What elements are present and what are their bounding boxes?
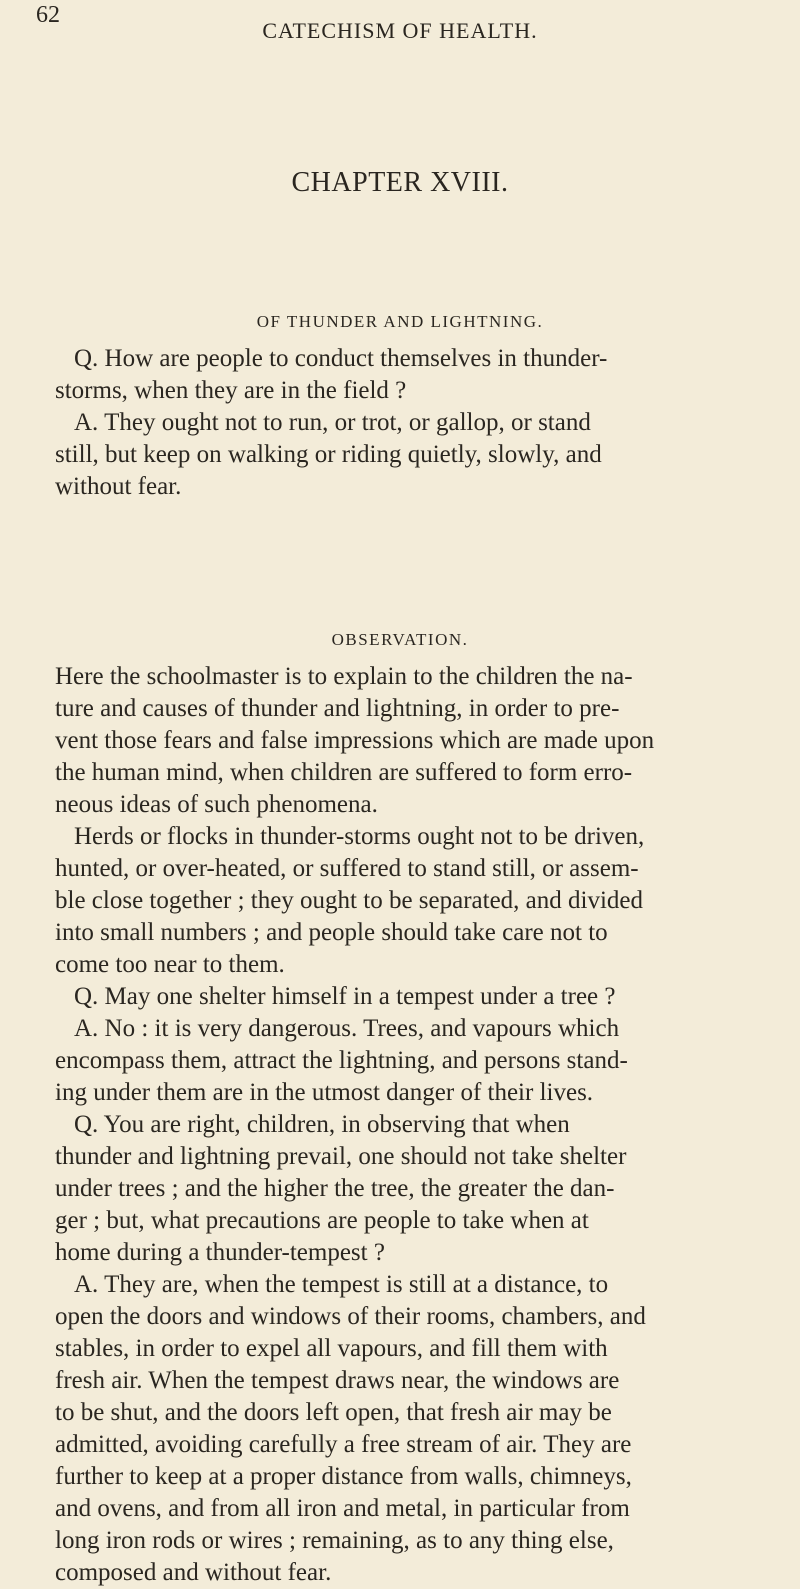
text-line: hunted, or over-heated, or suffered to stand still, or assem- [55, 855, 639, 882]
text-line: Here the schoolmaster is to explain to the children the na- [55, 663, 633, 690]
text-line: the human mind, when children are suffered to form erro- [55, 759, 633, 786]
chapter-title: CHAPTER XVIII. [291, 167, 509, 198]
text-line: Q. You are right, children, in observing that when [74, 1111, 570, 1138]
text-line: A. They ought not to run, or trot, or gallop, or stand [74, 409, 591, 436]
observation-heading: OBSERVATION. [331, 630, 469, 649]
text-line: without fear. [55, 473, 182, 500]
running-head: CATECHISM OF HEALTH. [262, 18, 538, 43]
text-line: composed and without fear. [55, 1559, 332, 1586]
observation-body [55, 661, 790, 1589]
text-line: thunder and lightning prevail, one should not take shelter [55, 1143, 627, 1170]
text-line: vent those fears and false impressions which are made upon [55, 727, 655, 754]
text-line: Q. May one shelter himself in a tempest under a tree ? [74, 983, 616, 1010]
text-line: storms, when they are in the field ? [55, 377, 407, 404]
text-line: ture and causes of thunder and lightning, in order to pre- [55, 695, 620, 722]
section-title: OF THUNDER AND LIGHTNING. [256, 312, 544, 331]
text-line: A. They are, when the tempest is still at a distance, to [74, 1271, 609, 1298]
qa-block-1 [55, 343, 790, 503]
text-line: Q. How are people to conduct themselves in thunder- [74, 345, 608, 372]
text-line: neous ideas of such phenomena. [55, 791, 378, 818]
text-line: home during a thunder-tempest ? [55, 1239, 385, 1266]
text-line: A. No : it is very dangerous. Trees, and vapours which [74, 1015, 620, 1042]
text-line: to be shut, and the doors left open, that fresh air may be [55, 1399, 612, 1426]
text-line: still, but keep on walking or riding quietly, slowly, and [55, 441, 602, 468]
text-line: long iron rods or wires ; remaining, as to any thing else, [55, 1527, 614, 1554]
text-line: Herds or flocks in thunder-storms ought not to be driven, [74, 823, 645, 850]
text-line: further to keep at a proper distance from walls, chimneys, [55, 1463, 632, 1490]
text-line: ble close together ; they ought to be separated, and divided [55, 887, 644, 914]
page-number: 62 [36, 2, 60, 28]
text-line: open the doors and windows of their rooms, chambers, and [55, 1303, 646, 1330]
text-line: ger ; but, what precautions are people to take when at [55, 1207, 589, 1234]
text-line: admitted, avoiding carefully a free stream of air. They are [55, 1431, 632, 1458]
text-line: under trees ; and the higher the tree, the greater the dan- [55, 1175, 615, 1202]
text-line: into small numbers ; and people should take care not to [55, 919, 608, 946]
text-line: fresh air. When the tempest draws near, the windows are [55, 1367, 620, 1394]
text-line: encompass them, attract the lightning, and persons stand- [55, 1047, 628, 1074]
text-line: stables, in order to expel all vapours, and fill them with [55, 1335, 608, 1362]
text-line: come too near to them. [55, 951, 285, 978]
text-line: and ovens, and from all iron and metal, in particular from [55, 1495, 630, 1522]
text-line: ing under them are in the utmost danger of their lives. [55, 1079, 594, 1106]
